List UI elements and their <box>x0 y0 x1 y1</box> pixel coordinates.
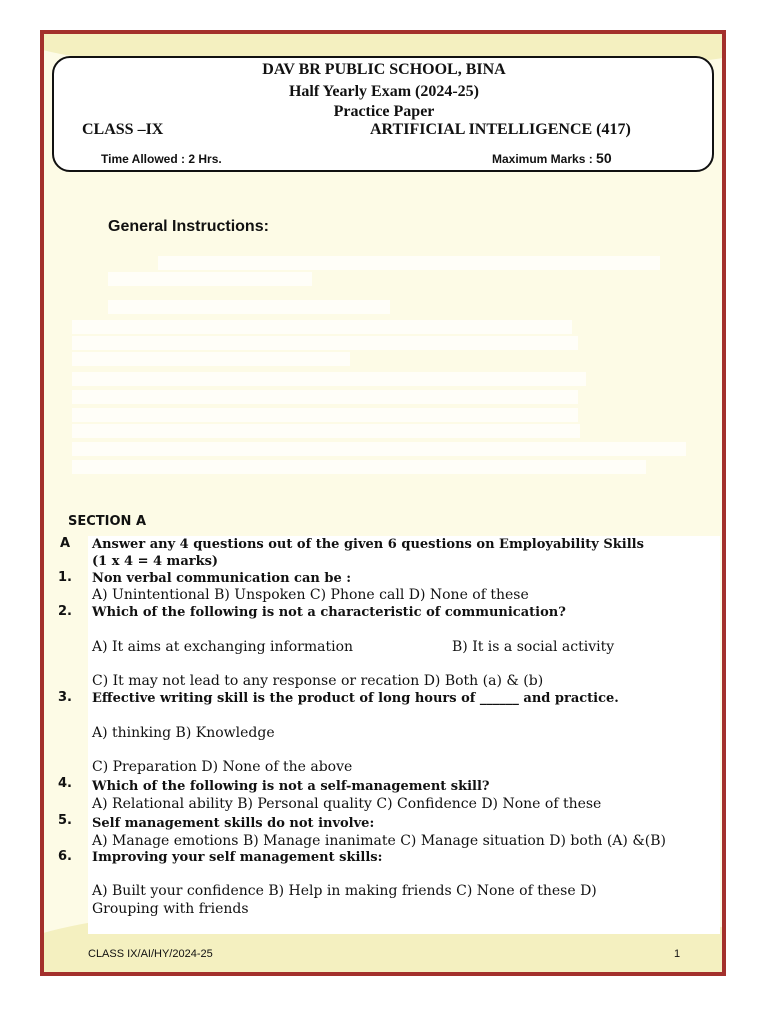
redacted-line <box>72 336 578 350</box>
redacted-line <box>158 256 660 270</box>
redacted-line <box>108 272 312 286</box>
question-option: Grouping with friends <box>92 901 249 917</box>
question-number: 1. <box>58 570 72 585</box>
question-number: 2. <box>58 604 72 619</box>
question-number: 5. <box>58 813 72 828</box>
question-option: C) Preparation D) None of the above <box>92 759 353 775</box>
question-text: Effective writing skill is the product of long hours of ______ and practice. <box>92 691 619 706</box>
school-name: DAV BR PUBLIC SCHOOL, BINA <box>262 61 506 78</box>
question-text: Which of the following is not a self-management skill? <box>92 779 490 794</box>
question-text: Self management skills do not involve: <box>92 816 375 831</box>
redacted-line <box>72 320 572 334</box>
redacted-line <box>72 408 578 422</box>
subject-label: ARTIFICIAL INTELLIGENCE (417) <box>370 121 631 138</box>
section-a-title: SECTION A <box>68 514 147 529</box>
question-option: C) It may not lead to any response or recation D) Both (a) & (b) <box>92 673 544 689</box>
redacted-line <box>72 442 686 456</box>
question-number: 3. <box>58 690 72 705</box>
question-text: Which of the following is not a characteristic of communication? <box>92 605 566 620</box>
redacted-line <box>72 372 586 386</box>
redacted-line <box>72 390 578 404</box>
part-instruction: Answer any 4 questions out of the given 6 questions on Employability Skills <box>92 537 644 552</box>
general-instructions-heading: General Instructions: <box>108 218 269 235</box>
question-text: Non verbal communication can be : <box>92 571 352 586</box>
question-option: B) It is a social activity <box>452 639 615 655</box>
question-options: A) Unintentional B) Unspoken C) Phone call D) None of these <box>92 587 529 603</box>
maximum-marks <box>492 150 612 166</box>
question-number: 4. <box>58 776 72 791</box>
question-options: A) Manage emotions B) Manage inanimate C) Manage situation D) both (A) &(B) <box>92 833 666 849</box>
page-number: 1 <box>674 948 681 960</box>
redacted-line <box>108 300 390 314</box>
class-label: CLASS –IX <box>82 121 164 138</box>
footer-code: CLASS IX/AI/HY/2024-25 <box>88 948 213 960</box>
question-option: A) thinking B) Knowledge <box>92 725 275 741</box>
redacted-line <box>72 460 646 474</box>
question-number: 6. <box>58 849 72 864</box>
part-label: A <box>60 536 71 551</box>
redacted-line <box>72 424 580 438</box>
time-allowed: Time Allowed : 2 Hrs. <box>101 152 222 166</box>
question-option: A) Built your confidence B) Help in making friends C) None of these D) <box>92 883 597 899</box>
question-text: Improving your self management skills: <box>92 850 383 865</box>
question-option: A) It aims at exchanging information <box>92 639 354 655</box>
redacted-line <box>72 352 350 366</box>
max-marks-value: 50 <box>596 150 612 166</box>
paper-type: Practice Paper <box>333 103 435 120</box>
question-options: A) Relational ability B) Personal quality C) Confidence D) None of these <box>92 796 602 812</box>
exam-title: Half Yearly Exam (2024-25) <box>288 83 480 100</box>
max-marks-label: Maximum Marks : <box>492 152 597 166</box>
part-marks: (1 x 4 = 4 marks) <box>92 554 219 569</box>
